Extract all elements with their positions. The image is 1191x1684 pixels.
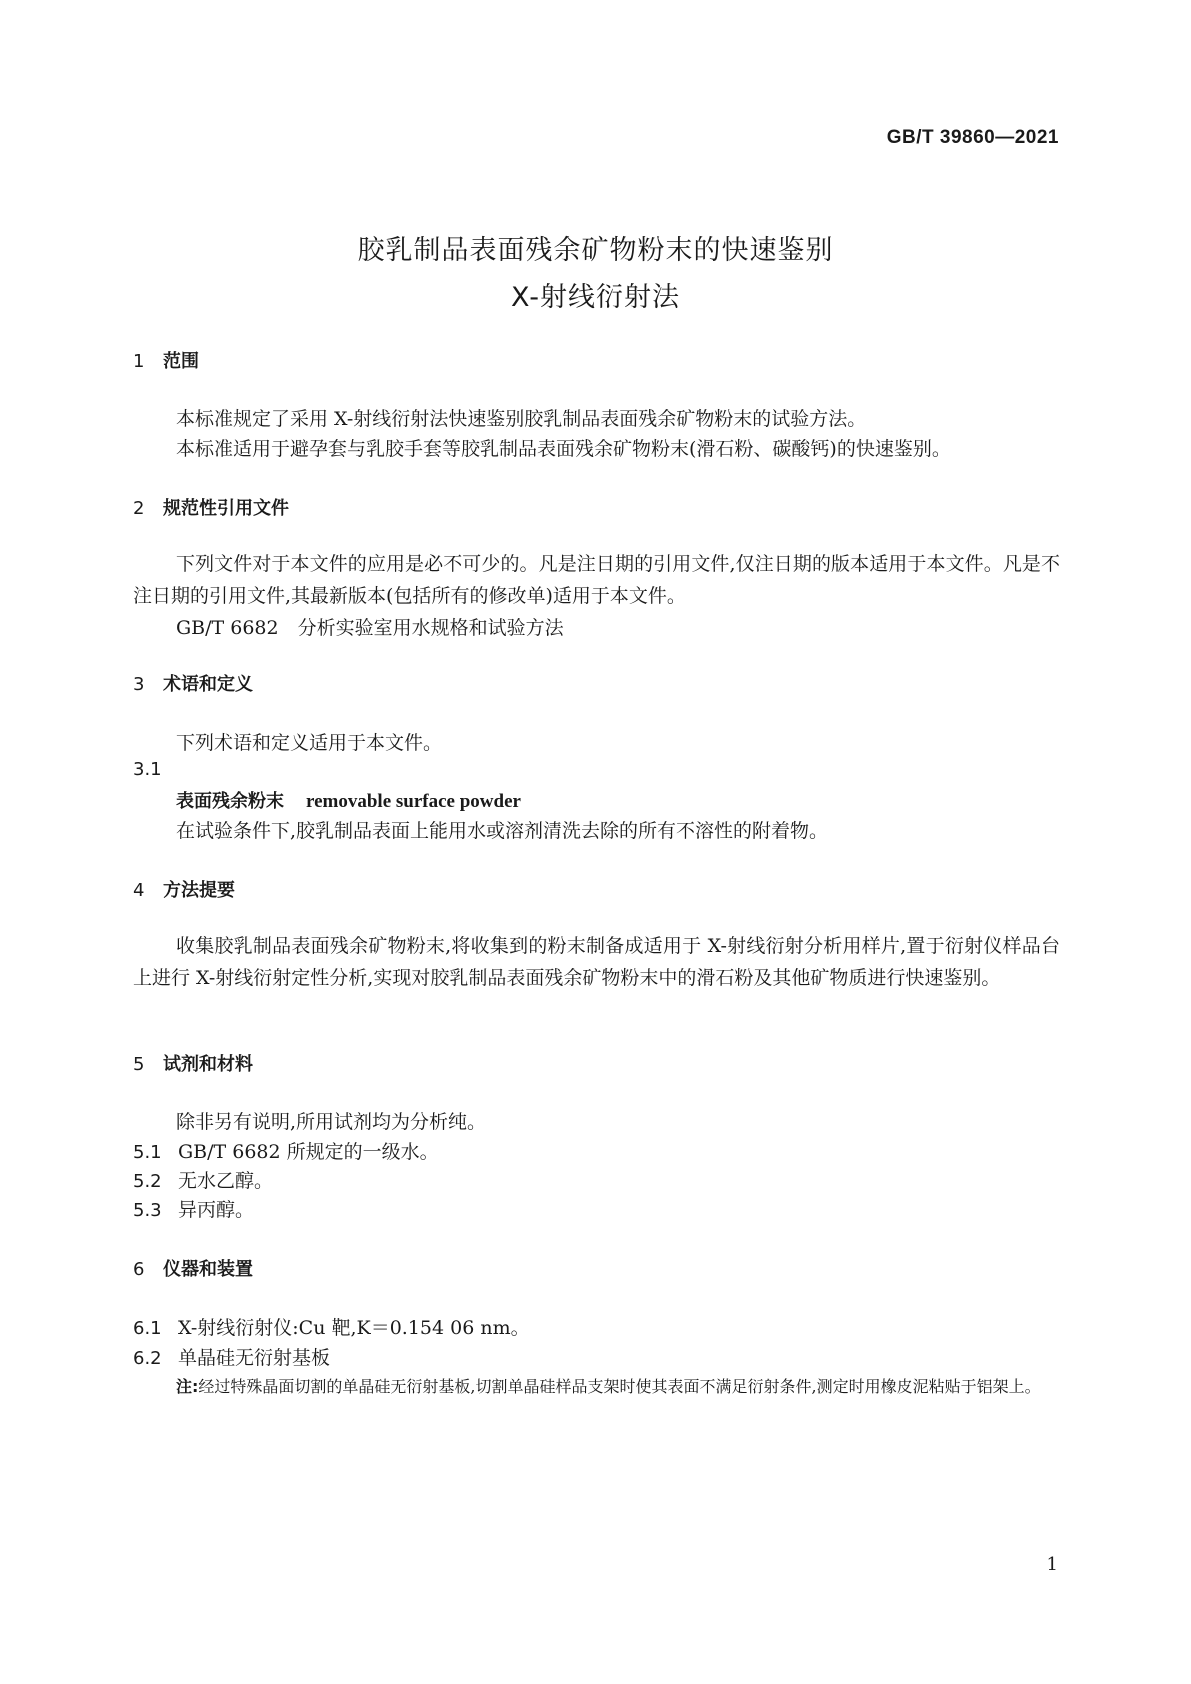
section-title: 范围 — [163, 351, 199, 372]
list-item — [133, 1137, 439, 1164]
item-number: 5.1 — [133, 1142, 162, 1163]
item-number: 6.2 — [133, 1348, 162, 1369]
item-text: 异丙醇。 — [178, 1199, 255, 1221]
page-number: 1 — [1046, 1554, 1058, 1575]
section-4-heading — [133, 876, 235, 902]
term-chinese: 表面残余粉末 — [176, 791, 284, 812]
item-text: 单晶硅无衍射基板 — [178, 1347, 331, 1369]
section-number: 4 — [133, 880, 145, 901]
item-number: 5.2 — [133, 1171, 162, 1192]
item-number: 6.1 — [133, 1318, 162, 1339]
section-title: 术语和定义 — [163, 674, 253, 695]
item-text: GB/T 6682 所规定的一级水。 — [178, 1141, 439, 1163]
section-number: 6 — [133, 1259, 145, 1280]
normative-reference: GB/T 6682 分析实验室用水规格和试验方法 — [176, 617, 564, 639]
term-number: 3.1 — [133, 759, 162, 780]
list-item — [133, 1166, 273, 1193]
section-4-paragraph-1: 收集胶乳制品表面残余矿物粉末,将收集到的粉末制备成适用于 X-射线衍射分析用样片,置于衍射仪样品台上进行 X-射线衍射定性分析,实现对胶乳制品表面残余矿物粉末中的滑石粉及其他矿物质进行快速鉴别。 — [133, 935, 1060, 989]
list-item — [133, 1313, 530, 1340]
section-2-heading — [133, 494, 289, 520]
section-5-paragraph-1: 除非另有说明,所用试剂均为分析纯。 — [176, 1111, 487, 1133]
item-text: 无水乙醇。 — [178, 1170, 274, 1192]
note-text: 经过特殊晶面切割的单晶硅无衍射基板,切割单晶硅样品支架时使其表面不满足衍射条件,测定时用橡皮泥粘贴于铝架上。 — [198, 1377, 1041, 1396]
term-definition: 在试验条件下,胶乳制品表面上能用水或溶剂清洗去除的所有不溶性的附着物。 — [176, 820, 829, 842]
section-title: 试剂和材料 — [163, 1054, 253, 1075]
list-item — [133, 1195, 254, 1222]
list-item — [133, 1343, 330, 1370]
item-text: X-射线衍射仪:Cu 靶,K＝0.154 06 nm。 — [178, 1317, 530, 1339]
section-1-heading — [133, 347, 199, 373]
section-5-heading — [133, 1050, 253, 1076]
section-title: 规范性引用文件 — [163, 498, 289, 519]
term-english: removable surface powder — [306, 791, 521, 812]
section-1-paragraph-2: 本标准适用于避孕套与乳胶手套等胶乳制品表面残余矿物粉末(滑石粉、碳酸钙)的快速鉴别。 — [176, 438, 951, 460]
term-heading — [176, 787, 521, 813]
section-3-paragraph-1: 下列术语和定义适用于本文件。 — [176, 732, 443, 754]
document-title-line2: X-射线衍射法 — [511, 282, 680, 313]
section-title: 方法提要 — [163, 880, 235, 901]
section-2-paragraph-1: 下列文件对于本文件的应用是必不可少的。凡是注日期的引用文件,仅注日期的版本适用于本文件。凡是不注日期的引用文件,其最新版本(包括所有的修改单)适用于本文件。 — [133, 553, 1060, 607]
standard-number: GB/T 39860—2021 — [886, 127, 1059, 148]
document-title-line1: 胶乳制品表面残余矿物粉末的快速鉴别 — [357, 235, 834, 266]
section-1-paragraph-1: 本标准规定了采用 X-射线衍射法快速鉴别胶乳制品表面残余矿物粉末的试验方法。 — [176, 408, 867, 430]
item-number: 5.3 — [133, 1200, 162, 1221]
note — [176, 1373, 1066, 1401]
section-6-heading — [133, 1255, 253, 1281]
section-number: 2 — [133, 498, 145, 519]
section-3-heading — [133, 670, 253, 696]
section-number: 1 — [133, 351, 145, 372]
section-title: 仪器和装置 — [163, 1259, 253, 1280]
note-label: 注: — [176, 1377, 199, 1396]
section-number: 3 — [133, 674, 145, 695]
section-number: 5 — [133, 1054, 145, 1075]
